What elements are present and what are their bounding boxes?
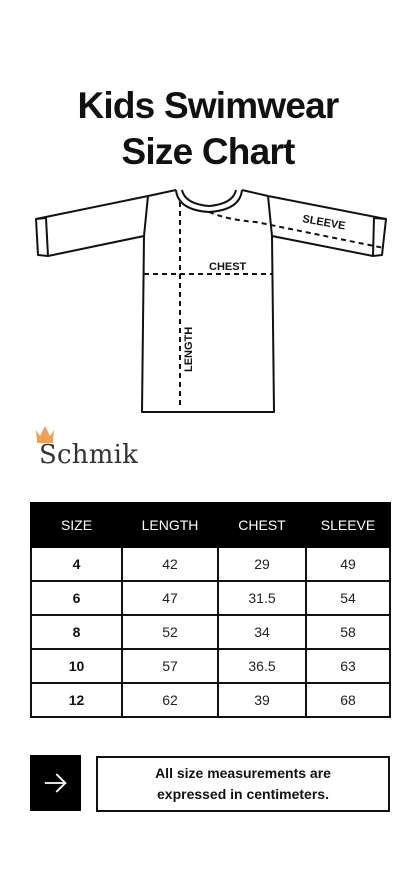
shirt-collar — [176, 190, 242, 212]
table-row — [31, 615, 390, 649]
chest-label: CHEST — [209, 261, 247, 273]
sleeve-cell: 63 — [306, 649, 390, 683]
title-line-1: Kids Swimwear — [77, 84, 339, 126]
chest-cell: 39 — [218, 683, 306, 717]
chest-cell: 31.5 — [218, 581, 306, 615]
measurement-note — [96, 756, 390, 812]
length-cell: 57 — [122, 649, 218, 683]
length-cell: 42 — [122, 547, 218, 581]
size-cell: 12 — [31, 683, 122, 717]
header-sleeve: SLEEVE — [306, 503, 390, 547]
sleeve-label: SLEEVE — [301, 213, 347, 233]
size-cell: 10 — [31, 649, 122, 683]
header-size: SIZE — [31, 503, 122, 547]
table-header-row — [31, 503, 390, 547]
brand-logo — [34, 424, 154, 474]
chest-cell: 29 — [218, 547, 306, 581]
length-label: LENGTH — [183, 326, 195, 372]
table-row — [31, 581, 390, 615]
length-cell: 52 — [122, 615, 218, 649]
note-line-1: All size measurements are — [155, 765, 331, 781]
header-length: LENGTH — [122, 503, 218, 547]
length-cell: 62 — [122, 683, 218, 717]
size-chart-table — [30, 502, 391, 718]
sleeve-cell: 58 — [306, 615, 390, 649]
note-line-2: expressed in centimeters. — [157, 786, 329, 802]
arrow-right-icon — [43, 770, 69, 796]
table-row — [31, 547, 390, 581]
title-line-2: Size Chart — [121, 130, 295, 172]
header-chest: CHEST — [218, 503, 306, 547]
shirt-diagram — [28, 176, 390, 416]
length-cell: 47 — [122, 581, 218, 615]
chest-cell: 34 — [218, 615, 306, 649]
size-cell: 8 — [31, 615, 122, 649]
table-row — [31, 683, 390, 717]
sleeve-measure-line — [209, 212, 384, 248]
sleeve-cell: 54 — [306, 581, 390, 615]
brand-name: Schmik — [39, 440, 139, 470]
size-cell: 6 — [31, 581, 122, 615]
chest-cell: 36.5 — [218, 649, 306, 683]
page-title — [0, 83, 416, 175]
size-cell: 4 — [31, 547, 122, 581]
sleeve-cell: 68 — [306, 683, 390, 717]
sleeve-cell: 49 — [306, 547, 390, 581]
table-row — [31, 649, 390, 683]
arrow-button — [30, 755, 81, 811]
